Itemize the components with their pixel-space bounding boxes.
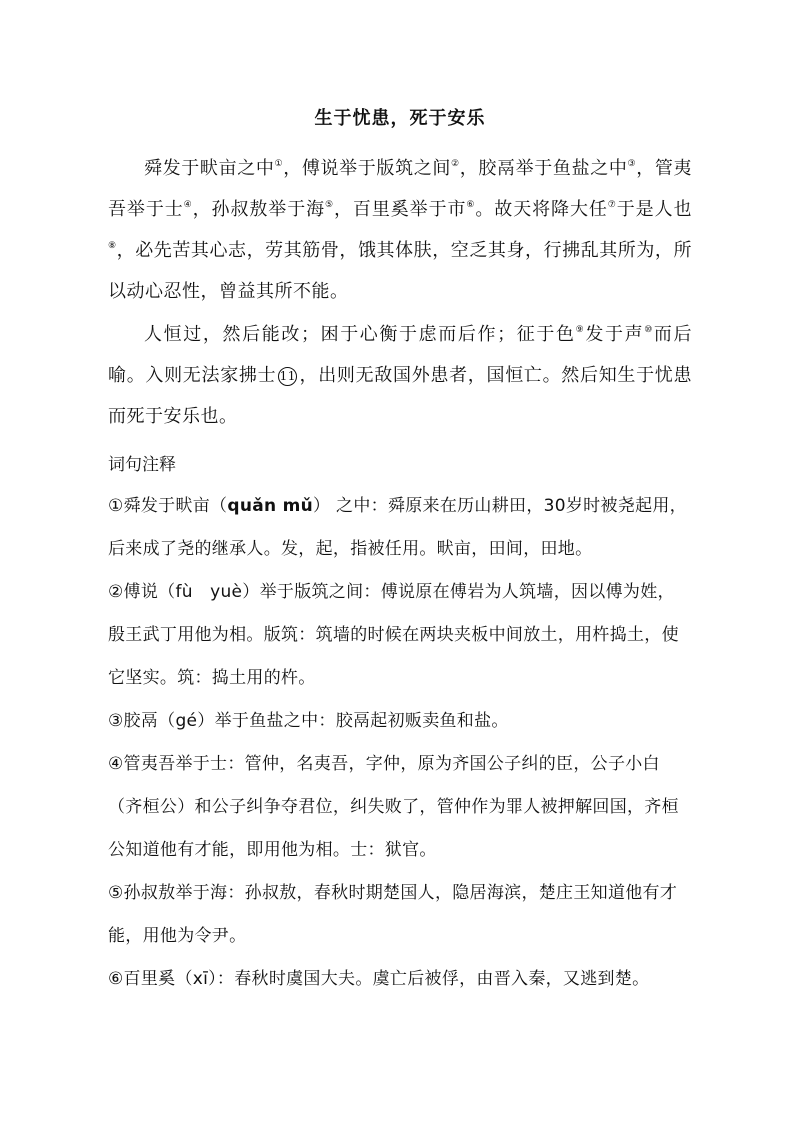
text-span: 发于声 [585,324,645,345]
pinyin: quǎn mǔ [227,496,314,516]
footnote-ref: ⑦ [607,200,617,210]
text-span: ，百里奚举于市 [334,199,467,220]
footnote-ref: ① [274,159,284,169]
document-page [108,92,692,1001]
note-3: ③胶鬲（gé）举于鱼盐之中：胶鬲起初贩卖鱼和盐。 [108,711,509,731]
text-span: ，出则无敌国外患者，国恒亡。然后知生于忧患而死于安乐也。 [108,365,693,427]
footnote-ref: ⑩ [644,325,654,335]
document-title: 生于忧患，死于安乐 [314,108,486,129]
note-2: ②傅说（fù yuè）举于版筑之间：傅说原在傅岩为人筑墙，因以傅为姓，殷王武丁用他为相。版筑：筑墙的时候在两块夹板中间放土，用杵捣土，使它坚实。筑：捣土用的杵。 [108,582,679,688]
text-span: ，必先苦其心志，劳其筋骨，饿其体肤，空乏其身，行拂乱其所为，所以动心忍性，曾益其所不能。 [108,240,692,302]
paragraph-1 [108,148,692,312]
note-4: ④管夷吾举于士：管仲，名夷吾，字仲，原为齐国公子纠的臣，公子小白（齐桓公）和公子纠争夺君位，纠失败了，管仲作为罪人被押解回国，齐桓公知道他有才能，即用他为相。士：狱官。 [108,754,679,860]
note-5: ⑤孙叔敖举于海：孙叔敖，春秋时期楚国人，隐居海滨，楚庄王知道他有才能，用他为令尹。 [108,883,678,946]
footnote-ref: ⑥ [466,200,476,210]
text-span: ，管夷吾举于士 [108,158,693,220]
text-span: ，孙叔敖举于海 [192,199,326,220]
text-span: 人恒过，然后能改；困于心衡于虑而后作；征于色 [144,324,576,345]
text-span: 舜发于畎亩之中 [144,158,275,179]
notes-heading: 词句注释 [108,455,176,475]
text-span: 而后喻。入则无法家拂士 [108,324,693,386]
text-span: ，傅说举于版筑之间 [283,158,451,179]
text-span: ①舜发于畎亩（ [108,496,228,516]
footnote-ref: ② [451,159,460,169]
note-1 [108,485,692,571]
footnote-ref: ⑧ [108,241,117,251]
note-6: ⑥百里奚（xī）：春秋时虞国大夫。虞亡后被俘，由晋入秦，又逃到楚。 [108,969,650,989]
footnote-ref: ③ [627,159,637,169]
footnote-ref: ④ [183,200,193,210]
text-span: 于是人也 [616,199,693,220]
text-span: ） 之中：舜原来在历山耕田，30岁时被尧起用，后来成了尧的继承人。发，起，指被任用。畎亩，田间，田地。 [108,496,687,559]
text-span: 。故天将降大任 [475,199,608,220]
footnote-ref: ⑤ [325,200,335,210]
text-span: ，胶鬲举于鱼盐之中 [459,158,628,179]
footnote-ref: ⑨ [575,325,586,335]
footnote-ref-circled: 11 [278,367,297,386]
paragraph-2 [108,314,692,437]
